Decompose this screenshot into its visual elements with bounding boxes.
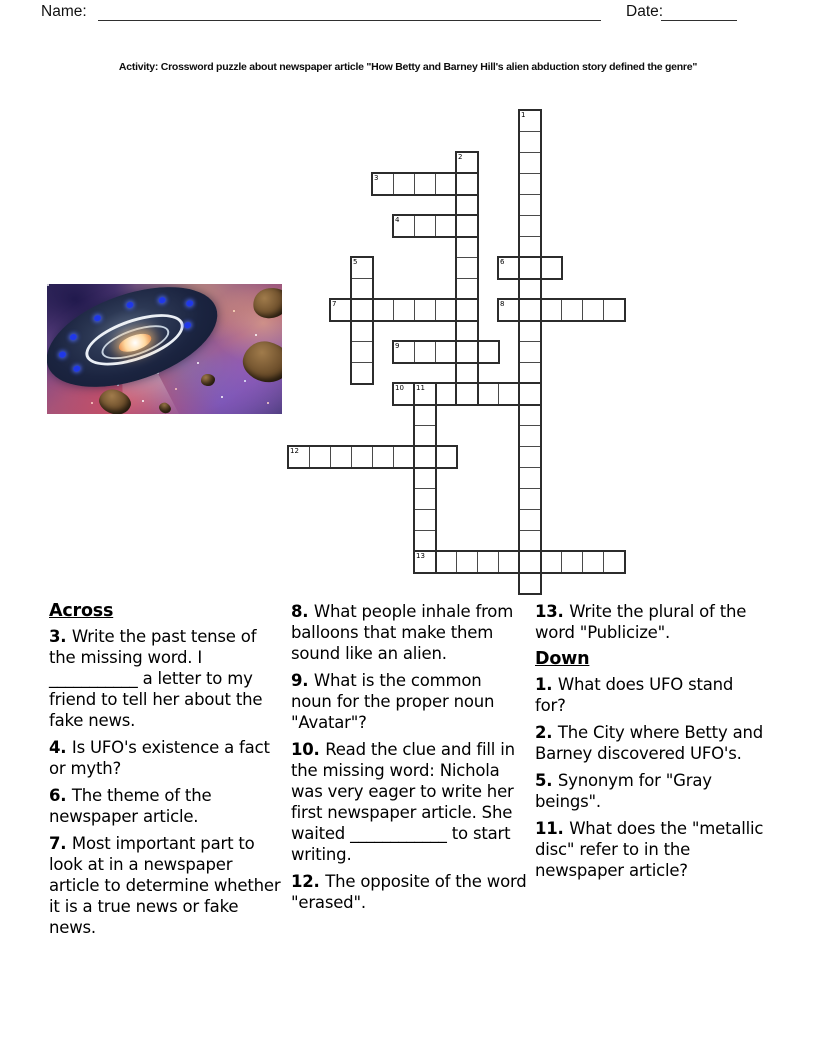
word-outline-12-across xyxy=(287,445,458,469)
ufo-space-illustration xyxy=(47,284,282,414)
cell-number-7: 7 xyxy=(332,299,337,308)
clue-number: 5. xyxy=(535,771,558,790)
clue-number: 4. xyxy=(49,738,72,757)
clue-12 xyxy=(291,871,527,913)
cell-number-11: 11 xyxy=(416,383,425,392)
asteroid-icon xyxy=(201,374,215,386)
name-blank-line xyxy=(98,20,601,21)
word-outline-4-across xyxy=(392,214,479,238)
clue-text: What is the common noun for the proper noun "Avatar"? xyxy=(291,671,495,732)
across-heading: Across xyxy=(49,601,114,621)
word-outline-8-across xyxy=(497,298,626,322)
clue-text: The opposite of the word "erased". xyxy=(291,872,527,912)
clues-section xyxy=(49,601,766,944)
down-heading: Down xyxy=(535,649,590,669)
clue-number: 8. xyxy=(291,602,314,621)
cell-number-10: 10 xyxy=(395,383,404,392)
date-blank-line xyxy=(661,20,737,21)
clue-number: 6. xyxy=(49,786,72,805)
clue-11 xyxy=(535,818,766,881)
clue-13 xyxy=(535,601,766,643)
clue-text: What does UFO stand for? xyxy=(535,675,734,715)
clue-text: The theme of the newspaper article. xyxy=(49,786,212,826)
cell-number-4: 4 xyxy=(395,215,400,224)
clue-number: 7. xyxy=(49,834,72,853)
word-outline-3-across xyxy=(371,172,479,196)
cell-number-9: 9 xyxy=(395,341,400,350)
cell-number-8: 8 xyxy=(500,299,505,308)
cell-number-12: 12 xyxy=(290,446,299,455)
clue-column-3 xyxy=(535,601,766,944)
clue-number: 11. xyxy=(535,819,570,838)
clue-number: 12. xyxy=(291,872,326,891)
clue-3 xyxy=(49,626,283,731)
cell-number-2: 2 xyxy=(458,152,463,161)
clue-9 xyxy=(291,670,527,733)
word-outline-6-across xyxy=(497,256,563,280)
clue-text: What does the "metallic disc" refer to in the newspaper article? xyxy=(535,819,764,880)
clue-text: What people inhale from balloons that make them sound like an alien. xyxy=(291,602,514,663)
cell-number-6: 6 xyxy=(500,257,505,266)
clue-1 xyxy=(535,674,766,716)
cell-number-5: 5 xyxy=(353,257,358,266)
clue-7 xyxy=(49,833,283,938)
clue-text: Read the clue and fill in the missing word: Nichola was very eager to write her first newspaper article. She waited ____________ to start writing. xyxy=(291,740,515,864)
clue-10 xyxy=(291,739,527,865)
clue-4 xyxy=(49,737,283,779)
clue-6 xyxy=(49,785,283,827)
word-outline-11-down xyxy=(413,382,437,574)
clue-number: 10. xyxy=(291,740,326,759)
clue-number: 9. xyxy=(291,671,314,690)
clue-8 xyxy=(291,601,527,664)
clue-text: Synonym for "Gray beings". xyxy=(535,771,712,811)
clue-2 xyxy=(535,722,766,764)
word-outline-13-across xyxy=(413,550,626,574)
word-outline-9-across xyxy=(392,340,500,364)
activity-title: Activity: Crossword puzzle about newspaper article "How Betty and Barney Hill's alien abduction story defined the genre" xyxy=(118,61,698,73)
clue-text: The City where Betty and Barney discovered UFO's. xyxy=(535,723,764,763)
clue-text: Most important part to look at in a newspaper article to determine whether it is a true news or fake news. xyxy=(49,834,281,937)
cell-number-3: 3 xyxy=(374,173,379,182)
asteroid-icon xyxy=(250,285,282,322)
clue-number: 1. xyxy=(535,675,558,694)
clue-number: 2. xyxy=(535,723,558,742)
word-outline-7-across xyxy=(329,298,479,322)
clue-number: 3. xyxy=(49,627,72,646)
clue-text: Write the plural of the word "Publicize". xyxy=(535,602,747,642)
asteroid-icon xyxy=(239,337,282,387)
date-label: Date: xyxy=(626,3,664,20)
clue-column-2 xyxy=(291,601,527,944)
clue-5 xyxy=(535,770,766,812)
word-outline-1-down xyxy=(518,109,542,595)
clue-number: 13. xyxy=(535,602,570,621)
cell-number-13: 13 xyxy=(416,551,425,560)
clue-text: Write the past tense of the missing word. I ___________ a letter to my friend to tell her about the fake news. xyxy=(49,627,263,730)
cell-number-1: 1 xyxy=(521,110,526,119)
clue-text: Is UFO's existence a fact or myth? xyxy=(49,738,270,778)
stars-decoration xyxy=(47,284,49,286)
name-label: Name: xyxy=(41,3,87,20)
clue-column-1 xyxy=(49,601,283,944)
